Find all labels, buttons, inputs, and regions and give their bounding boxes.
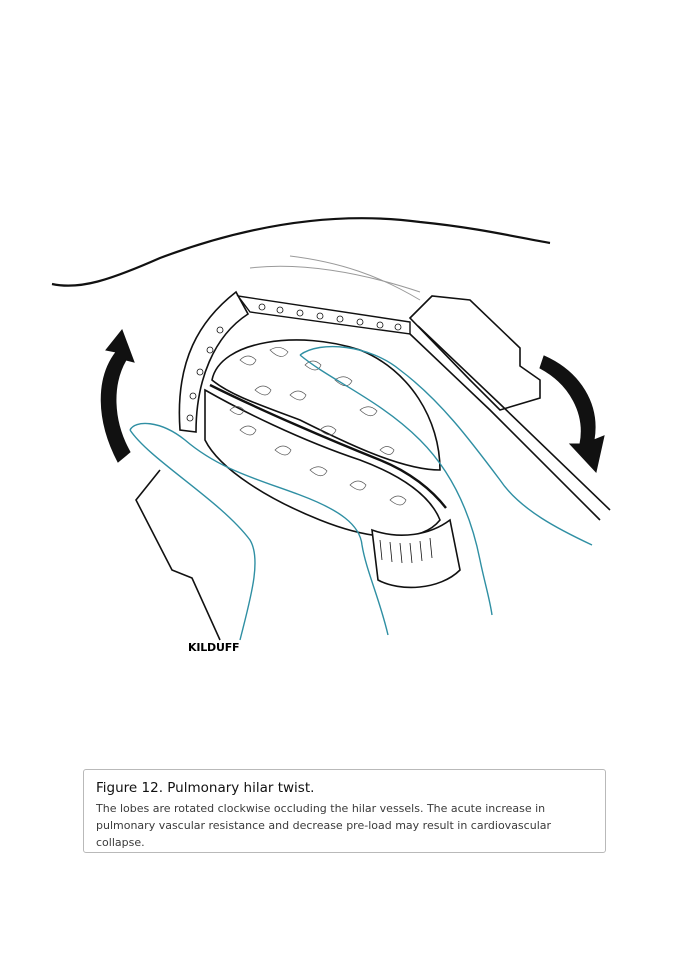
skin-fold-line xyxy=(250,266,420,292)
gown-sleeve-left xyxy=(136,470,220,640)
body-contour-line xyxy=(52,218,550,285)
artist-signature: KILDUFF xyxy=(188,641,240,654)
figure-caption-text: The lobes are rotated clockwise occluding the hilar vessels. The acute increase in pulmonary vascular resistance and decrease pre-load may result in cardiovascular collapse. xyxy=(96,802,552,849)
rib-cross-section xyxy=(238,296,410,334)
figure-caption-title: Figure 12. Pulmonary hilar twist. xyxy=(96,780,315,796)
skin-fold-line-2 xyxy=(290,256,420,300)
rotation-arrow-right xyxy=(540,356,604,472)
rotation-arrow-left xyxy=(101,330,134,462)
figure-caption-box xyxy=(83,769,606,853)
